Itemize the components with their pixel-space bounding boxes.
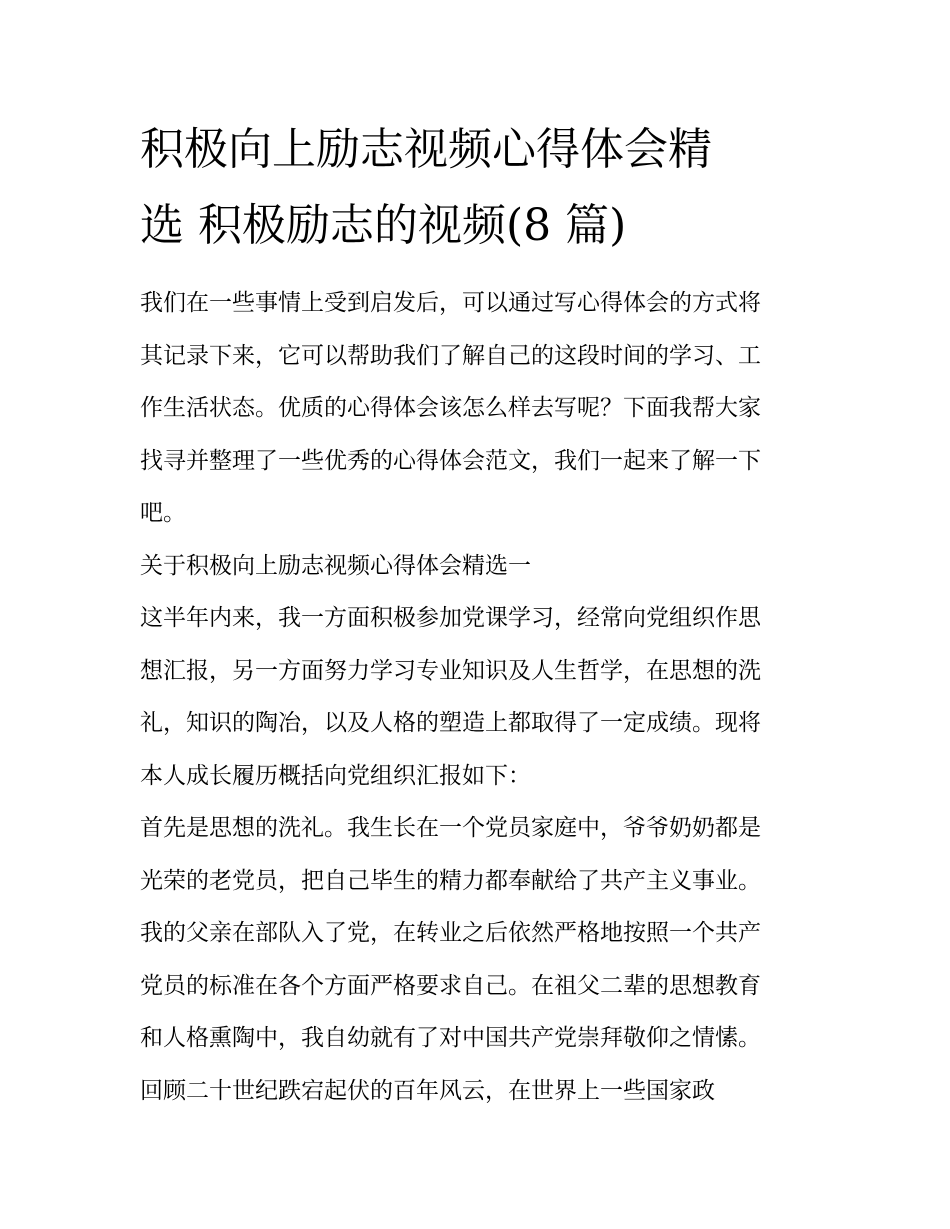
paragraph-line: 这半年内来，我一方面积极参加党课学习，经常向党组织作思 <box>140 605 761 631</box>
paragraph-line: 礼，知识的陶冶，以及人格的塑造上都取得了一定成绩。现将 <box>140 710 761 736</box>
intro-line: 其记录下来，它可以帮助我们了解自己的这段时间的学习、工 <box>140 342 761 369</box>
section-heading: 关于积极向上励志视频心得体会精选一 <box>140 552 531 579</box>
paragraph-line: 党员的标准在各个方面严格要求自己。在祖父二辈的思想教育 <box>140 972 761 999</box>
paragraph-line: 回顾二十世纪跌宕起伏的百年风云，在世界上一些国家政 <box>140 1077 715 1104</box>
intro-line: 吧。 <box>140 500 186 526</box>
paragraph-line: 想汇报，另一方面努力学习专业知识及人生哲学，在思想的洗 <box>140 657 761 684</box>
paragraph-line: 首先是思想的洗礼。我生长在一个党员家庭中，爷爷奶奶都是 <box>140 815 761 841</box>
intro-line: 我们在一些事情上受到启发后，可以通过写心得体会的方式将 <box>140 290 761 316</box>
title-line: 积极向上励志视频心得体会精 <box>140 124 712 175</box>
paragraph-line: 我的父亲在部队入了党，在转业之后依然严格地按照一个共产 <box>140 920 761 946</box>
paragraph-line: 和人格熏陶中，我自幼就有了对中国共产党崇拜敬仰之情愫。 <box>140 1025 761 1051</box>
document-body <box>140 277 820 1117</box>
paragraph-line: 本人成长履历概括向党组织汇报如下： <box>140 762 531 789</box>
document-title <box>140 112 820 264</box>
intro-line: 找寻并整理了一些优秀的心得体会范文，我们一起来了解一下 <box>140 447 761 474</box>
intro-line: 作生活状态。优质的心得体会该怎么样去写呢？下面我帮大家 <box>140 395 761 421</box>
title-line: 选 积极励志的视频(8 篇) <box>140 200 627 251</box>
paragraph-line: 光荣的老党员，把自己毕生的精力都奉献给了共产主义事业。 <box>140 867 761 894</box>
